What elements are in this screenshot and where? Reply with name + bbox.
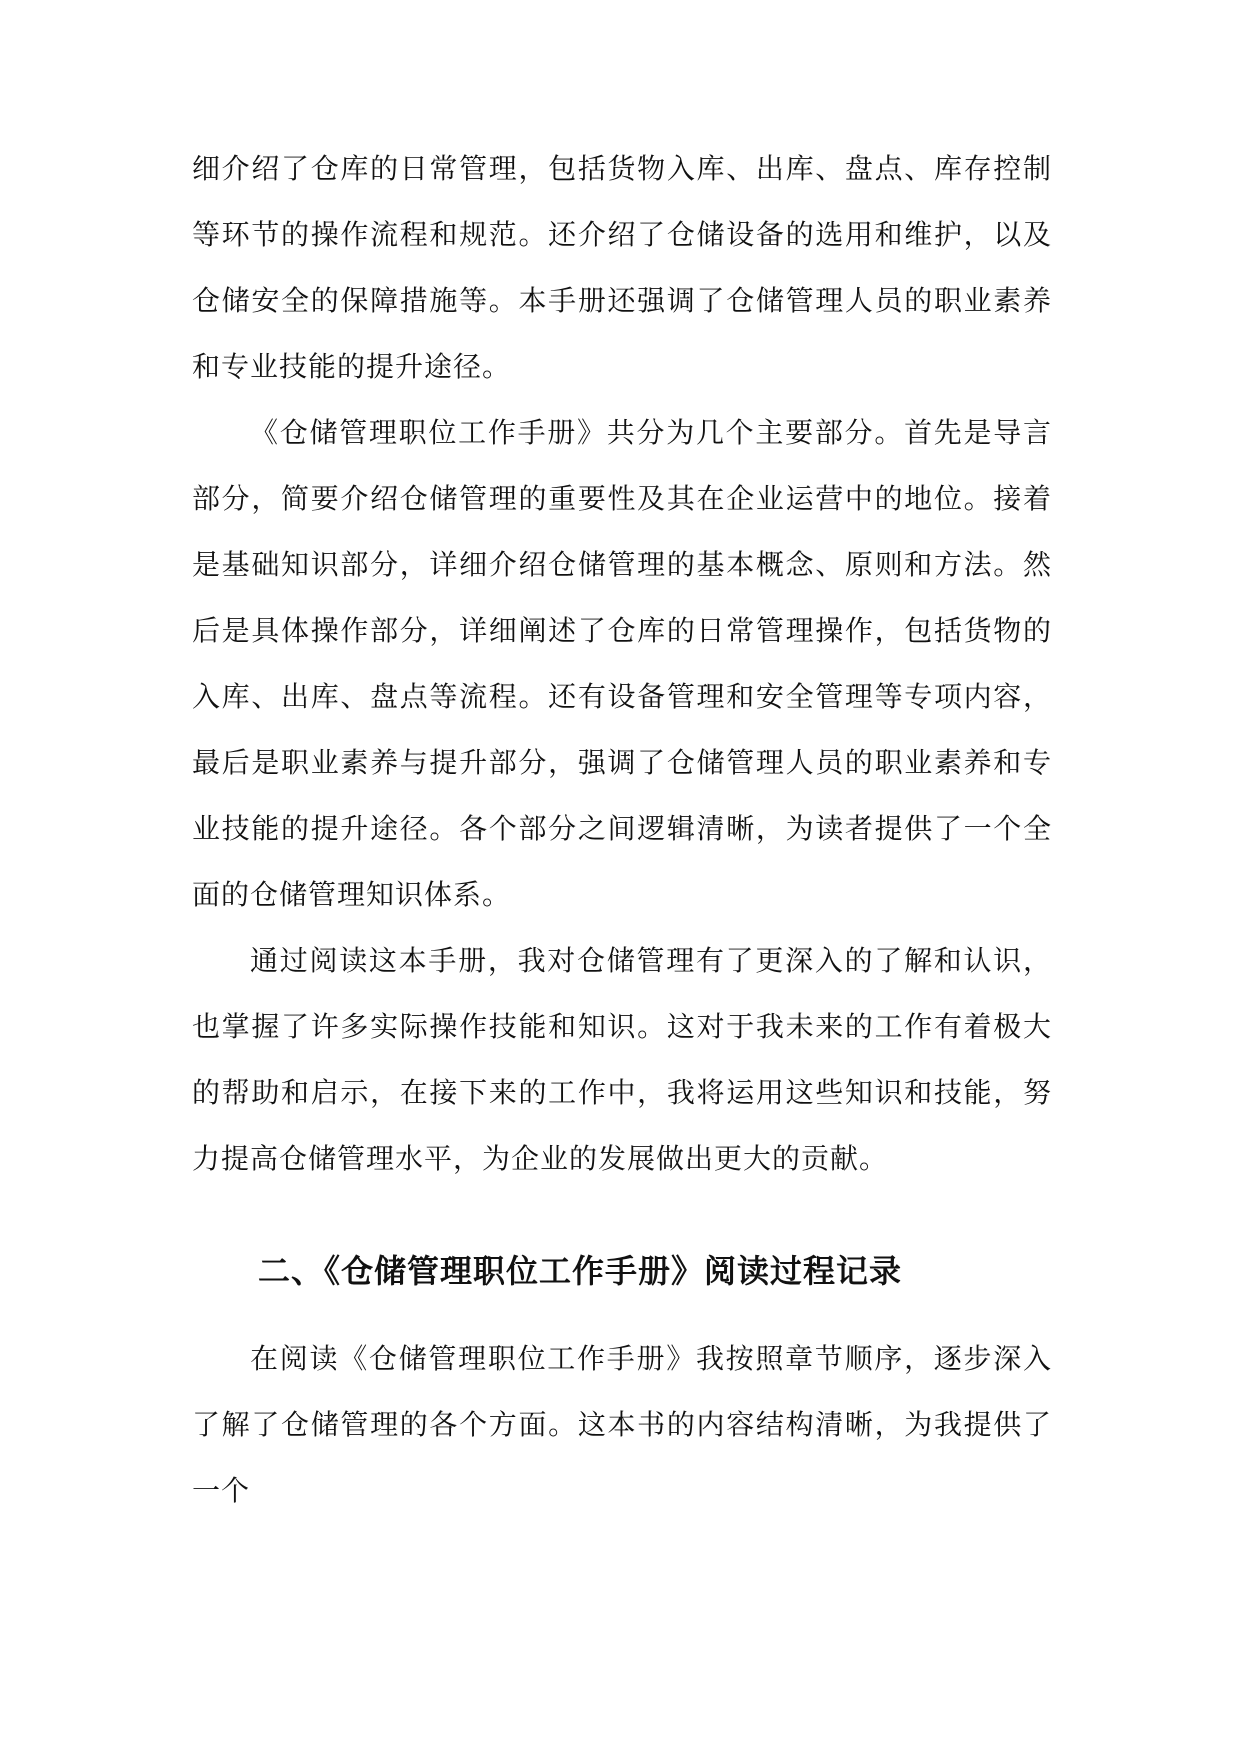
- document-body: [192, 136, 1052, 1524]
- paragraph-manual-structure: 《仓储管理职位工作手册》共分为几个主要部分。首先是导言部分，简要介绍仓储管理的重要性及其在企业运营中的地位。接着是基础知识部分，详细介绍仓储管理的基本概念、原则和方法。然后是具体操作部分，详细阐述了仓库的日常管理操作，包括货物的入库、出库、盘点等流程。还有设备管理和安全管理等专项内容，最后是职业素养与提升部分，强调了仓储管理人员的职业素养和专业技能的提升途径。各个部分之间逻辑清晰，为读者提供了一个全面的仓储管理知识体系。: [192, 416, 1052, 911]
- paragraph-continued: 细介绍了仓库的日常管理，包括货物入库、出库、盘点、库存控制等环节的操作流程和规范。还介绍了仓储设备的选用和维护，以及仓储安全的保障措施等。本手册还强调了仓储管理人员的职业素养和专业技能的提升途径。: [192, 152, 1052, 383]
- paragraph-reading-gains: 通过阅读这本手册，我对仓储管理有了更深入的了解和认识，也掌握了许多实际操作技能和知识。这对于我未来的工作有着极大的帮助和启示，在接下来的工作中，我将运用这些知识和技能，努力提高仓储管理水平，为企业的发展做出更大的贡献。: [192, 944, 1052, 1175]
- paragraph-reading-process: 在阅读《仓储管理职位工作手册》我按照章节顺序，逐步深入了解了仓储管理的各个方面。这本书的内容结构清晰，为我提供了一个: [192, 1342, 1052, 1507]
- section-heading: 二、《仓储管理职位工作手册》阅读过程记录: [258, 1252, 903, 1290]
